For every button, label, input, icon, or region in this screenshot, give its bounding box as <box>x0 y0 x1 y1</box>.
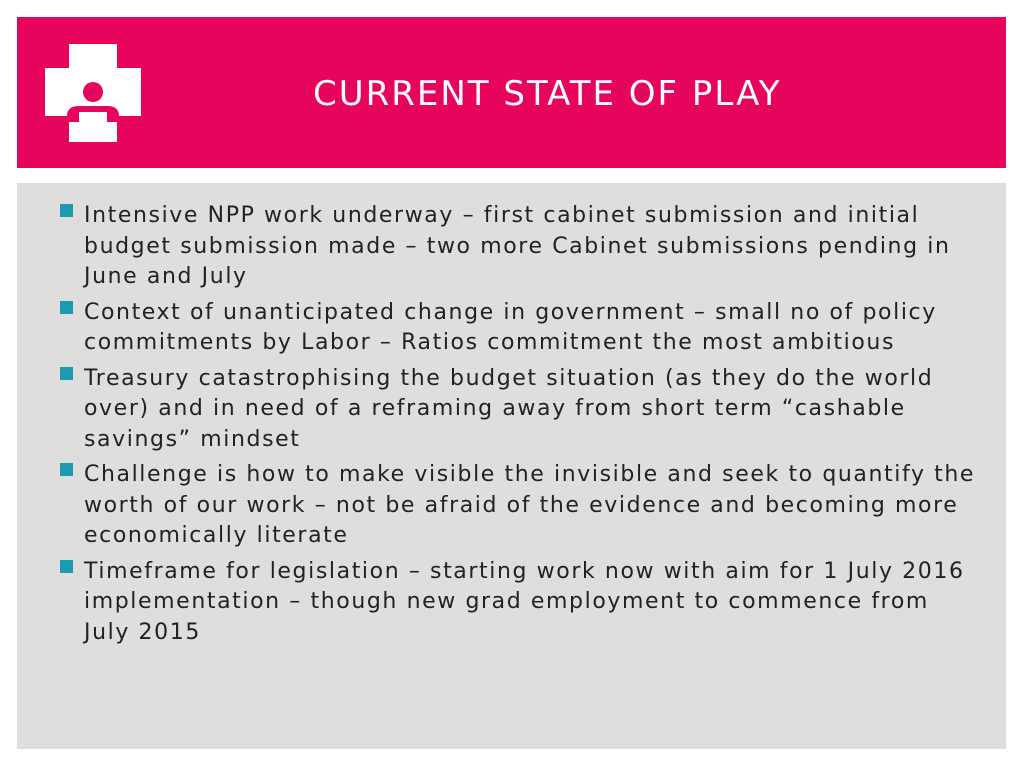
bullet-text: Intensive NPP work underway – first cabinet submission and initial budget submission made – two more Cabinet submissions pending in June and July <box>84 203 951 289</box>
bullet-text: Timeframe for legislation – starting work now with aim for 1 July 2016 implementation – though new grad employment to commence from July 2015 <box>84 558 965 645</box>
title-banner <box>17 17 1006 168</box>
list-item <box>60 298 980 359</box>
square-bullet-icon <box>60 204 73 217</box>
bullet-text: Context of unanticipated change in government – small no of policy commitments by Labor – Ratios commitment the most ambitious <box>84 299 937 355</box>
bullet-list <box>60 201 980 653</box>
square-bullet-icon <box>60 560 73 573</box>
list-item <box>60 557 980 649</box>
square-bullet-icon <box>60 301 73 314</box>
square-bullet-icon <box>60 367 73 380</box>
content-panel <box>17 183 1006 749</box>
square-bullet-icon <box>60 463 73 476</box>
list-item <box>60 364 980 456</box>
list-item <box>60 460 980 552</box>
slide-title: CURRENT STATE OF PLAY <box>313 74 782 114</box>
list-item <box>60 201 980 293</box>
bullet-text: Challenge is how to make visible the invisible and seek to quantify the worth of our work – not be afraid of the evidence and becoming more economically literate <box>84 462 976 548</box>
bullet-text: Treasury catastrophising the budget situation (as they do the world over) and in need of a reframing away from short term “cashable savings” mindset <box>84 365 934 452</box>
nurse-cross-person-icon <box>45 44 141 142</box>
